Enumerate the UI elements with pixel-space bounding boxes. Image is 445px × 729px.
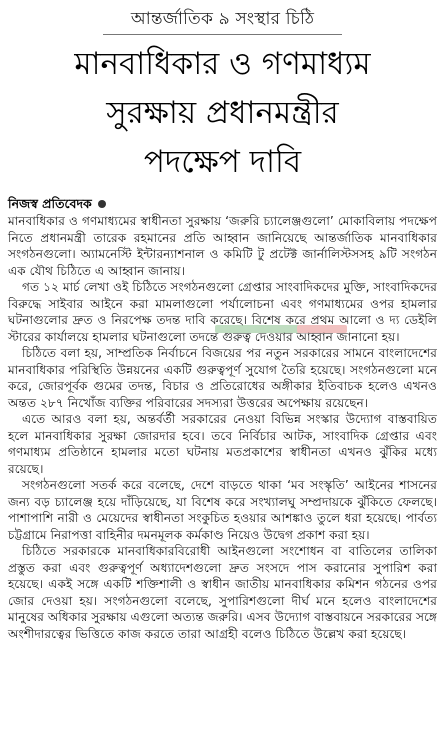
paragraph-4: এতে আরও বলা হয়, অন্তর্বর্তী সরকারের নেওয়া বিভিন্ন সংস্কার উদ্যোগ বাস্তবায়িত হলে মানবাধিকার সুরক্ষা জোরদার হবে। তবে নির্বিচার আটক, সাংবাদিক গ্রেপ্তার এবং গণমাধ্যম প্রতিষ্ঠানে হামলার মতো ঘটনায় মতপ্রকাশের স্বাধীনতা এখনও ঝুঁকির মধ্যে রয়েছে। [8, 412, 437, 476]
kicker: আন্তর্জাতিক ৯ সংস্থার চিঠি [130, 9, 315, 29]
byline [8, 195, 437, 213]
byline-text: নিজস্ব প্রতিবেদক [8, 196, 92, 211]
headline-line-2: সুরক্ষায় প্রধানমন্ত্রীর [106, 95, 339, 131]
headline-line-1: মানবাধিকার ও গণমাধ্যম [74, 46, 371, 82]
paragraph-1: মানবাধিকার ও গণমাধ্যমের স্বাধীনতা সুরক্ষায় ‘জরুরি চ্যালেঞ্জগুলো’ মোকাবিলায় পদক্ষেপ নিতে প্রধানমন্ত্রী তারেক রহমানের প্রতি আহ্বান জানিয়েছে আন্তর্জাতিক মানবাধিকার সংগঠনগুলো। অ্যামনেস্টি ইন্টারন্যাশনাল ও কমিটি টু প্রটেক্ট জার্নালিস্টসসহ ৯টি সংগঠন এক যৌথ চিঠিতে এ আহ্বান জানায়। [8, 214, 437, 278]
kicker-block [8, 6, 437, 38]
paragraph-3: চিঠিতে বলা হয়, সাম্প্রতিক নির্বাচনে বিজয়ের পর নতুন সরকারের সামনে বাংলাদেশের মানবাধিকার পরিস্থিতি উন্নয়নের একটি গুরুত্বপূর্ণ সুযোগ তৈরি হয়েছে। সংগঠনগুলো মনে করে, জোরপূর্বক গুমের তদন্ত, বিচার ও প্রতিরোধের অঙ্গীকার ইতিবাচক হলেও এখনও অন্তত ২৮৭ নিখোঁজ ব্যক্তির পরিবারের সদস্যরা উত্তরের অপেক্ষায় রয়েছেন। [8, 346, 437, 410]
paragraph-6: চিঠিতে সরকারকে মানবাধিকারবিরোধী আইনগুলো সংশোধন বা বাতিলের তালিকা প্রস্তুত করা এবং গুরুত্বপূর্ণ অধ্যাদেশগুলো দ্রুত সংসদে পাস করানোর সুপারিশ করা হয়েছে। একই সঙ্গে একটি শক্তিশালী ও স্বাধীন জাতীয় মানবাধিকার কমিশন গঠনের ওপর জোর দেওয়া হয়। সংগঠনগুলো বলেছে, সুপারিশগুলো দীর্ঘ মনে হলেও বাংলাদেশের মানুষের অধিকার সুরক্ষায় এগুলো অত্যন্ত জরুরি। এসব উদ্যোগ বাস্তবায়নে সরকারের সঙ্গে অংশীদারত্বের ভিত্তিতে কাজ করতে তারা আগ্রহী বলেও চিঠিতে উল্লেখ করা হয়েছে। [8, 544, 437, 641]
paragraph-5: সংগঠনগুলো সতর্ক করে বলেছে, দেশে বাড়তে থাকা ‘মব সংস্কৃতি’ আইনের শাসনের জন্য বড় চ্যালেঞ্জ হয়ে দাঁড়িয়েছে, যা বিশেষ করে সংখ্যালঘু সম্প্রদায়কে ঝুঁকিতে ফেলছে। পাশাপাশি নারী ও মেয়েদের স্বাধীনতা সংকুচিত হওয়ার আশঙ্কাও তুলে ধরা হয়েছে। পার্বত্য চট্টগ্রামে নিরাপত্তা বাহিনীর দমনমূলক কর্মকাণ্ড নিয়েও উদ্বেগ প্রকাশ করা হয়। [8, 478, 437, 542]
paragraph-2: গত ১২ মার্চ লেখা ওই চিঠিতে সংগঠনগুলো গ্রেপ্তার সাংবাদিকদের মুক্তি, সাংবাদিকদের বিরুদ্ধে সাইবার আইনে করা মামলাগুলো পর্যালোচনা এবং গণমাধ্যমের ওপর হামলার ঘটনাগুলোর দ্রুত ও নিরপেক্ষ তদন্ত দাবি করেছে। বিশেষ করে প্রথম আলো ও দ্য ডেইলি স্টারের কার্যালয়ে হামলার ঘটনাগুলো তদন্তে গুরুত্ব দেওয়ার আহ্বান জানানো হয়। [8, 280, 437, 344]
article-body [8, 213, 437, 642]
kicker-underline [103, 34, 342, 35]
headline-line-3: পদক্ষেপ দাবি [143, 144, 302, 180]
bullet-dot-icon [98, 200, 106, 208]
headline [8, 40, 437, 187]
